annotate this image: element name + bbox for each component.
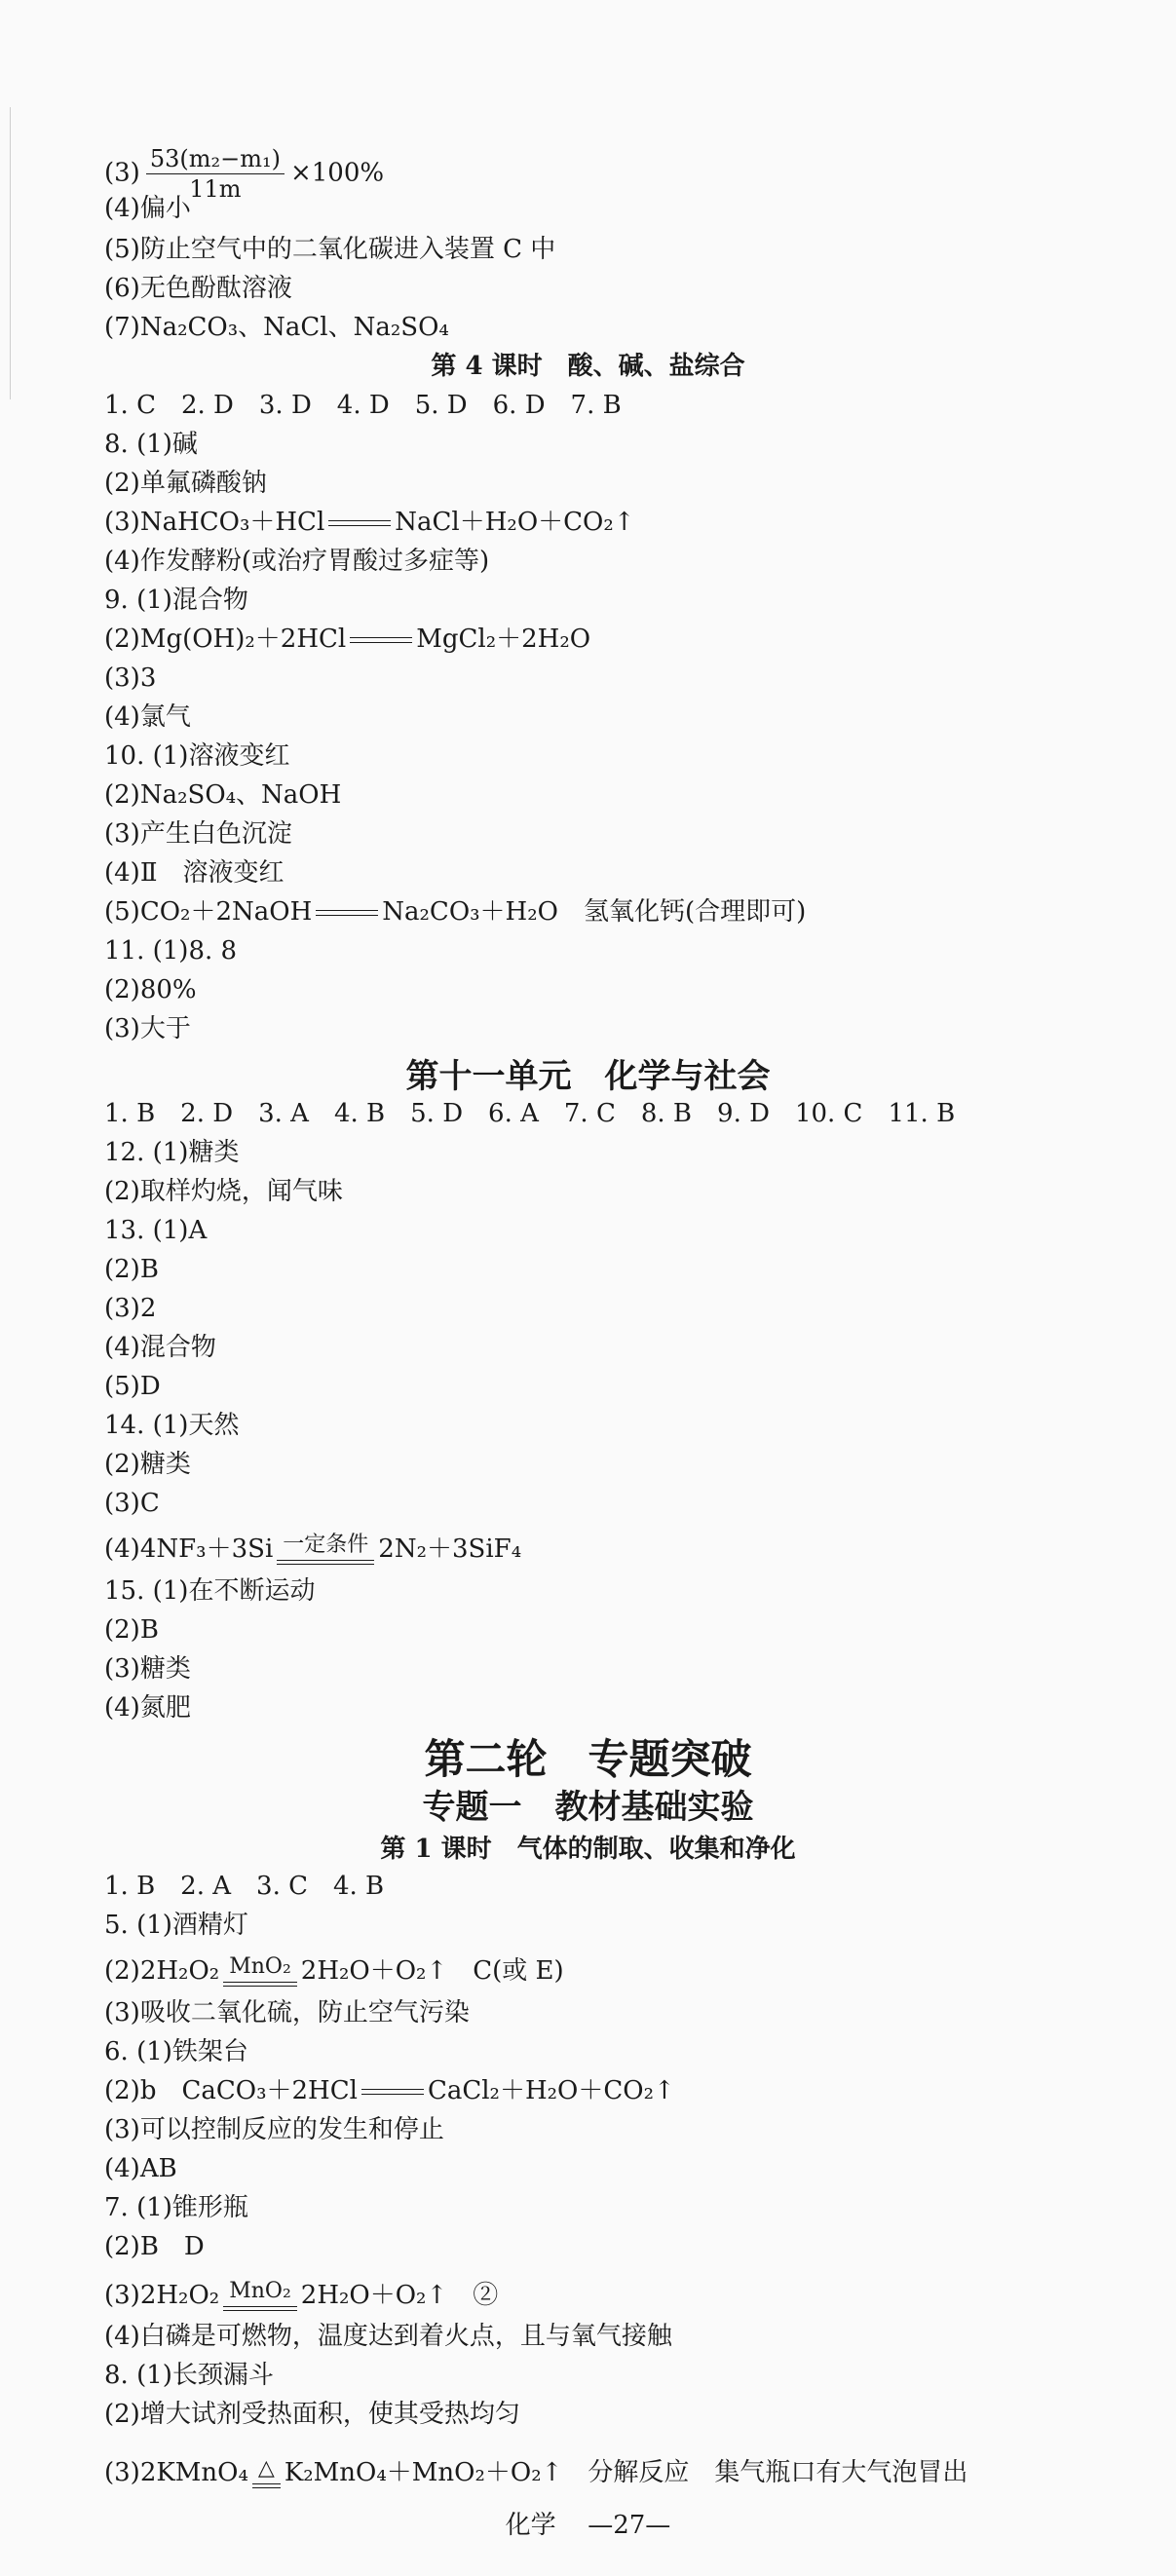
answer-text: (4)白磷是可燃物，温度达到着火点，且与氧气接触 xyxy=(104,2322,672,2351)
answer-text: (4)4NF₃＋3Si xyxy=(104,1534,274,1564)
answer-line xyxy=(104,1612,159,1648)
answer-line xyxy=(104,1135,239,1170)
double-equals-sign xyxy=(361,2089,424,2095)
answer-text: 1. B 2. A 3. C 4. B xyxy=(104,1872,385,1901)
answer-text: (5)CO₂＋2NaOH xyxy=(104,897,313,927)
answer-text: (3)吸收二氧化硫，防止空气污染 xyxy=(104,1998,470,2027)
answer-line xyxy=(104,427,198,462)
answer-text: 14. (1)天然 xyxy=(104,1411,240,1440)
answer-text: (2)2H₂O₂ xyxy=(104,1956,220,1986)
reaction-condition xyxy=(223,2279,297,2311)
fraction-numerator: 53(m₂−m₁) xyxy=(146,144,285,174)
answer-text: (2)b CaCO₃＋2HCl xyxy=(104,2076,358,2105)
answer-line xyxy=(104,894,806,929)
answer-text-after: 2H₂O＋O₂↑ ② xyxy=(300,2281,499,2310)
answer-text: (3)产生白色沉淀 xyxy=(104,819,292,849)
answer-line xyxy=(104,1995,470,2030)
answer-line xyxy=(104,972,197,1007)
double-equals-sign xyxy=(252,2483,281,2488)
answer-text-after: Na₂CO₃＋H₂O 氢氧化钙(合理即可) xyxy=(382,897,807,927)
answer-line xyxy=(104,2151,177,2186)
answer-line xyxy=(104,1690,191,1725)
answer-text-after: ×100% xyxy=(289,158,385,188)
answer-line xyxy=(104,388,622,423)
answer-line xyxy=(104,1369,161,1404)
answer-line xyxy=(104,232,555,267)
answer-text: 11. (1)8. 8 xyxy=(104,936,238,966)
answer-line xyxy=(104,622,590,657)
page-footer xyxy=(0,2508,1176,2543)
answer-text: 8. (1)碱 xyxy=(104,430,198,459)
answer-text: 第 4 课时 酸、碱、盐综合 xyxy=(431,352,745,381)
answer-text: (3)2 xyxy=(104,1294,157,1323)
footer-subject: 化学 xyxy=(505,2511,556,2540)
answer-line xyxy=(104,271,292,306)
answer-text: 6. (1)铁架台 xyxy=(104,2037,248,2066)
answer-line xyxy=(104,544,489,579)
answer-line xyxy=(104,2358,274,2393)
answer-line xyxy=(104,1486,160,1521)
answer-line xyxy=(104,700,191,735)
answer-line xyxy=(104,1174,343,1209)
answer-text: (7)Na₂CO₃、NaCl、Na₂SO₄ xyxy=(104,313,449,342)
answer-text: 13. (1)A xyxy=(104,1216,208,1245)
footer-page-number: —27— xyxy=(588,2511,671,2540)
answer-text: (4)氮肥 xyxy=(104,1693,191,1723)
answer-text: 10. (1)溶液变红 xyxy=(104,741,290,771)
answer-line xyxy=(104,466,267,501)
answer-text-after: 2H₂O＋O₂↑ C(或 E) xyxy=(300,1956,564,1986)
answer-line xyxy=(104,1532,521,1567)
reaction-condition-text: MnO₂ xyxy=(229,1954,291,1979)
reaction-condition-text: △ xyxy=(257,2456,275,2481)
answer-line xyxy=(104,1908,248,1943)
answer-line xyxy=(104,661,156,696)
answer-line xyxy=(104,1330,216,1365)
answer-line xyxy=(104,2397,520,2432)
answer-line xyxy=(104,1447,191,1482)
answer-text: (3) xyxy=(104,158,140,188)
answer-line xyxy=(104,2278,498,2313)
section-heading xyxy=(0,1054,1176,1099)
answer-line xyxy=(104,2455,967,2490)
double-equals-sign xyxy=(277,1560,374,1565)
answer-line xyxy=(104,1651,191,1686)
answer-text: (2)B D xyxy=(104,2232,205,2261)
answer-text: (3)NaHCO₃＋HCl xyxy=(104,508,325,537)
answer-line xyxy=(104,583,248,618)
answer-text: 5. (1)酒精灯 xyxy=(104,1911,248,1940)
answer-text: (3)2H₂O₂ xyxy=(104,2281,220,2310)
answer-line xyxy=(104,1291,156,1326)
answer-text: (2)取样灼烧，闻气味 xyxy=(104,1177,343,1206)
reaction-condition xyxy=(277,1533,374,1565)
answer-text-after: MgCl₂＋2H₂O xyxy=(416,625,591,654)
answer-line xyxy=(104,505,635,540)
answer-text: (4)偏小 xyxy=(104,194,191,223)
answer-text: (2)增大试剂受热面积，使其受热均匀 xyxy=(104,2400,520,2429)
answer-text: 1. C 2. D 3. D 4. D 5. D 6. D 7. B xyxy=(104,391,622,420)
answer-text: 12. (1)糖类 xyxy=(104,1138,240,1167)
answer-text-after: CaCl₂＋H₂O＋CO₂↑ xyxy=(427,2076,675,2105)
answer-text: 9. (1)混合物 xyxy=(104,586,248,615)
answer-text: (2)单氟磷酸钠 xyxy=(104,469,267,498)
answer-text: (3)2KMnO₄ xyxy=(104,2458,248,2487)
reaction-condition xyxy=(252,2456,281,2488)
answer-text: (5)D xyxy=(104,1372,161,1401)
section-heading xyxy=(0,1785,1176,1830)
double-equals-sign xyxy=(223,1982,297,1987)
answer-text: 第二轮 专题突破 xyxy=(424,1735,752,1783)
answer-text-after: K₂MnO₄＋MnO₂＋O₂↑ 分解反应 集气瓶口有大气泡冒出 xyxy=(284,2458,968,2487)
reaction-condition xyxy=(223,1954,297,1987)
answer-line xyxy=(104,1408,239,1443)
answer-text: 第 1 课时 气体的制取、收集和净化 xyxy=(380,1835,796,1864)
section-heading xyxy=(0,1732,1176,1787)
fraction-denominator: 11m xyxy=(189,175,242,203)
answer-text: (2)Mg(OH)₂＋2HCl xyxy=(104,625,347,654)
answer-line xyxy=(104,2319,672,2354)
answer-text: 1. B 2. D 3. A 4. B 5. D 6. A 7. C 8. B 9. D 10. C 11. B xyxy=(104,1099,956,1128)
answer-line xyxy=(104,1869,384,1904)
answer-text: (4)Ⅱ 溶液变红 xyxy=(104,858,285,888)
answer-text: (2)B xyxy=(104,1255,159,1284)
answer-text-after: 2N₂＋3SiF₄ xyxy=(378,1534,522,1564)
answer-text: 8. (1)长颈漏斗 xyxy=(104,2361,274,2390)
answer-text: (3)糖类 xyxy=(104,1654,191,1684)
answer-line xyxy=(104,1213,207,1248)
answer-text: (2)Na₂SO₄、NaOH xyxy=(104,780,342,810)
answer-line xyxy=(104,777,341,813)
answer-line xyxy=(104,310,449,345)
double-equals-sign xyxy=(328,520,391,526)
answer-text: 专题一 教材基础实验 xyxy=(422,1788,754,1827)
section-heading xyxy=(0,1832,1176,1867)
answer-text: (2)80% xyxy=(104,975,197,1004)
answer-line xyxy=(104,2034,248,2069)
double-equals-sign xyxy=(350,637,412,643)
answer-line xyxy=(104,2190,248,2225)
answer-text: (2)糖类 xyxy=(104,1450,191,1479)
answer-line xyxy=(104,1252,159,1287)
answer-text: (3)C xyxy=(104,1489,160,1518)
reaction-condition-text: MnO₂ xyxy=(229,2279,291,2303)
answer-line xyxy=(104,144,385,203)
answer-text: 7. (1)锥形瓶 xyxy=(104,2193,248,2222)
answer-line xyxy=(104,1011,191,1046)
answer-text: (6)无色酚酞溶液 xyxy=(104,274,292,303)
double-equals-sign xyxy=(223,2306,297,2311)
answer-text: (5)防止空气中的二氧化碳进入装置 C 中 xyxy=(104,235,556,264)
answer-line xyxy=(104,816,292,852)
double-equals-sign xyxy=(316,910,378,916)
section-heading xyxy=(0,349,1176,384)
answer-line xyxy=(104,2073,675,2108)
answer-line xyxy=(104,933,237,968)
answer-line xyxy=(104,739,289,774)
answer-text: (4)AB xyxy=(104,2154,177,2183)
answer-line xyxy=(104,2229,205,2264)
answer-text: 15. (1)在不断运动 xyxy=(104,1576,316,1606)
margin-rule xyxy=(10,107,11,399)
reaction-condition-text: 一定条件 xyxy=(283,1533,369,1557)
answer-text: (2)B xyxy=(104,1615,159,1645)
answer-text: (4)作发酵粉(或治疗胃酸过多症等) xyxy=(104,547,490,576)
answer-text: 第十一单元 化学与社会 xyxy=(405,1057,771,1096)
answer-line xyxy=(104,191,191,226)
answer-text: (3)大于 xyxy=(104,1014,191,1043)
answer-line xyxy=(104,1953,564,1989)
answer-line xyxy=(104,1096,955,1131)
answer-line xyxy=(104,1573,315,1609)
answer-text: (3)3 xyxy=(104,663,157,693)
answer-line xyxy=(104,2112,444,2147)
answer-text: (4)混合物 xyxy=(104,1333,216,1362)
answer-text: (4)氯气 xyxy=(104,702,191,732)
answer-line xyxy=(104,855,285,890)
answer-text: (3)可以控制反应的发生和停止 xyxy=(104,2115,444,2144)
answer-text-after: NaCl＋H₂O＋CO₂↑ xyxy=(395,508,635,537)
